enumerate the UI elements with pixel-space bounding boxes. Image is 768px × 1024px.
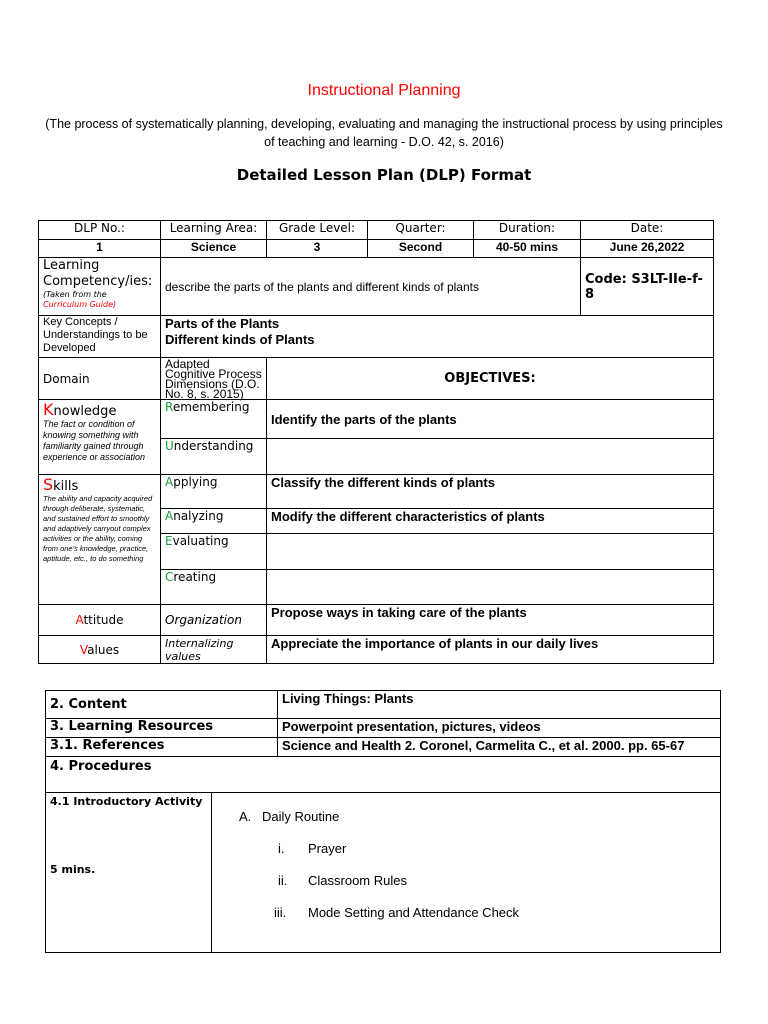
intro-activity-content (212, 793, 721, 953)
intro-activity-label: 4.1 Introductory Activity (50, 795, 203, 808)
value-dlp-no: 1 (39, 240, 161, 258)
dlp-header-row (39, 221, 714, 240)
skills-title (43, 475, 156, 494)
remembering-objective: Identify the parts of the plants (267, 400, 714, 439)
knowledge-desc: The fact or condition of knowing something with familiarity gained through experience or association (43, 419, 146, 462)
skills-desc: The ability and capacity acquired through deliberate, systematic, and sustained effort to smoothly and adaptively carryout complex activities or the ability, coming from one's knowledge, practice, aptitude, etc., to do something (43, 494, 153, 563)
references-value: Science and Health 2. Coronel, Carmelita C., et al. 2000. pp. 65-67 (278, 738, 721, 757)
routine-item-text: Classroom Rules (308, 873, 407, 888)
process-dimensions-label: Adapted Cognitive Process Dimensions (D.O. No. 8, s. 2015) (161, 358, 267, 400)
content-row (46, 691, 721, 719)
page-title: Instructional Planning (307, 82, 461, 99)
routine-marker: A. (239, 809, 252, 824)
analyzing-rest: nalyzing (173, 509, 224, 523)
attitude-row (39, 605, 714, 636)
values-rest: alues (87, 642, 120, 657)
remembering-row (39, 400, 714, 439)
value-quarter: Second (368, 240, 474, 258)
resources-value: Powerpoint presentation, pictures, videos (278, 719, 721, 738)
analyzing-objective: Modify the different characteristics of plants (267, 509, 714, 534)
domain-label: Domain (39, 358, 161, 400)
key-concept-1: Parts of the Plants (165, 316, 280, 331)
header-grade-level: Grade Level: (267, 221, 368, 240)
creating-rest: reating (173, 570, 217, 584)
remembering-rest: emembering (172, 400, 250, 414)
knowledge-initial: K (43, 400, 54, 419)
creating-cell (161, 570, 267, 605)
procedures-label: 4. Procedures (46, 757, 721, 793)
values-row (39, 636, 714, 664)
applying-objective: Classify the different kinds of plants (267, 475, 714, 509)
attitude-cell (39, 605, 161, 636)
references-label: 3.1. References (46, 738, 278, 757)
routine-item-text: Prayer (308, 841, 347, 856)
routine-item-marker: ii. (278, 873, 288, 888)
header-date: Date: (581, 221, 714, 240)
resources-label: 3. Learning Resources (46, 719, 278, 738)
applying-row (39, 475, 714, 509)
value-duration: 40-50 mins (474, 240, 581, 258)
applying-cell (161, 475, 267, 509)
attitude-process: Organization (161, 605, 267, 636)
analyzing-cell (161, 509, 267, 534)
understanding-rest: nderstanding (173, 439, 254, 453)
intro-activity-cell (46, 793, 212, 953)
skills-initial: S (43, 475, 54, 494)
header-duration: Duration: (474, 221, 581, 240)
competency-code: Code: S3LT-IIe-f-8 (581, 258, 714, 316)
understanding-initial: U (165, 439, 174, 453)
competency-note-guide: Curriculum Guide) (43, 300, 117, 309)
key-concepts-cell (161, 316, 714, 358)
understanding-cell (161, 439, 267, 475)
competency-label: Learning Competency/ies: (43, 258, 153, 289)
evaluating-rest: valuating (172, 534, 229, 548)
attitude-objective: Propose ways in taking care of the plants (267, 605, 714, 636)
domain-row (39, 358, 714, 400)
applying-initial: A (165, 475, 174, 489)
competency-note (43, 290, 156, 310)
page-subtitle: (The process of systematically planning, developing, evaluating and managing the instructional process by using principles of teaching and learning - D.O. 42, s. 2016) (45, 117, 723, 149)
values-process: Internalizing values (161, 636, 267, 664)
dlp-table (38, 220, 714, 664)
knowledge-title (43, 400, 156, 419)
resources-row (46, 719, 721, 738)
value-grade-level: 3 (267, 240, 368, 258)
content-value: Living Things: Plants (278, 691, 721, 719)
procedures-row (46, 757, 721, 793)
routine-item-marker: i. (278, 841, 285, 856)
values-initial: V (79, 642, 88, 657)
procedures-table (45, 690, 721, 953)
references-row (46, 738, 721, 757)
evaluating-cell (161, 534, 267, 570)
value-date: June 26,2022 (581, 240, 714, 258)
routine-item-text: Mode Setting and Attendance Check (308, 905, 520, 920)
values-cell (39, 636, 161, 664)
creating-initial: C (165, 570, 174, 584)
key-concepts-row (39, 316, 714, 358)
intro-activity-time: 5 mins. (50, 863, 96, 876)
values-objective: Appreciate the importance of plants in our daily lives (267, 636, 714, 664)
key-concept-2: Different kinds of Plants (165, 332, 315, 347)
key-concepts-label: Key Concepts / Understandings to be Developed (39, 316, 161, 358)
knowledge-cell (39, 400, 161, 475)
skills-rest: kills (53, 479, 79, 494)
content-label: 2. Content (46, 691, 278, 719)
attitude-initial: A (75, 613, 84, 627)
skills-cell (39, 475, 161, 605)
routine-title: Daily Routine (262, 809, 340, 824)
competency-row (39, 258, 714, 316)
dlp-heading: Detailed Lesson Plan (DLP) Format (236, 166, 532, 184)
header-learning-area: Learning Area: (161, 221, 267, 240)
dlp-values-row (39, 240, 714, 258)
analyzing-initial: A (165, 509, 174, 523)
value-learning-area: Science (161, 240, 267, 258)
objectives-heading: OBJECTIVES: (267, 358, 714, 400)
competency-text: describe the parts of the plants and different kinds of plants (161, 258, 581, 316)
understanding-objective (267, 439, 714, 475)
evaluating-objective (267, 534, 714, 570)
header-quarter: Quarter: (368, 221, 474, 240)
competency-label-cell (39, 258, 161, 316)
evaluating-initial: E (165, 534, 173, 548)
knowledge-rest: nowledge (53, 404, 117, 419)
intro-activity-row (46, 793, 721, 953)
competency-note-prefix: (Taken from the (43, 290, 107, 299)
applying-rest: pplying (173, 475, 218, 489)
attitude-rest: ttitude (83, 613, 124, 627)
creating-objective (267, 570, 714, 605)
remembering-initial: R (165, 400, 173, 414)
remembering-cell (161, 400, 267, 439)
routine-item-marker: iii. (274, 905, 287, 920)
header-dlp-no: DLP No.: (39, 221, 161, 240)
